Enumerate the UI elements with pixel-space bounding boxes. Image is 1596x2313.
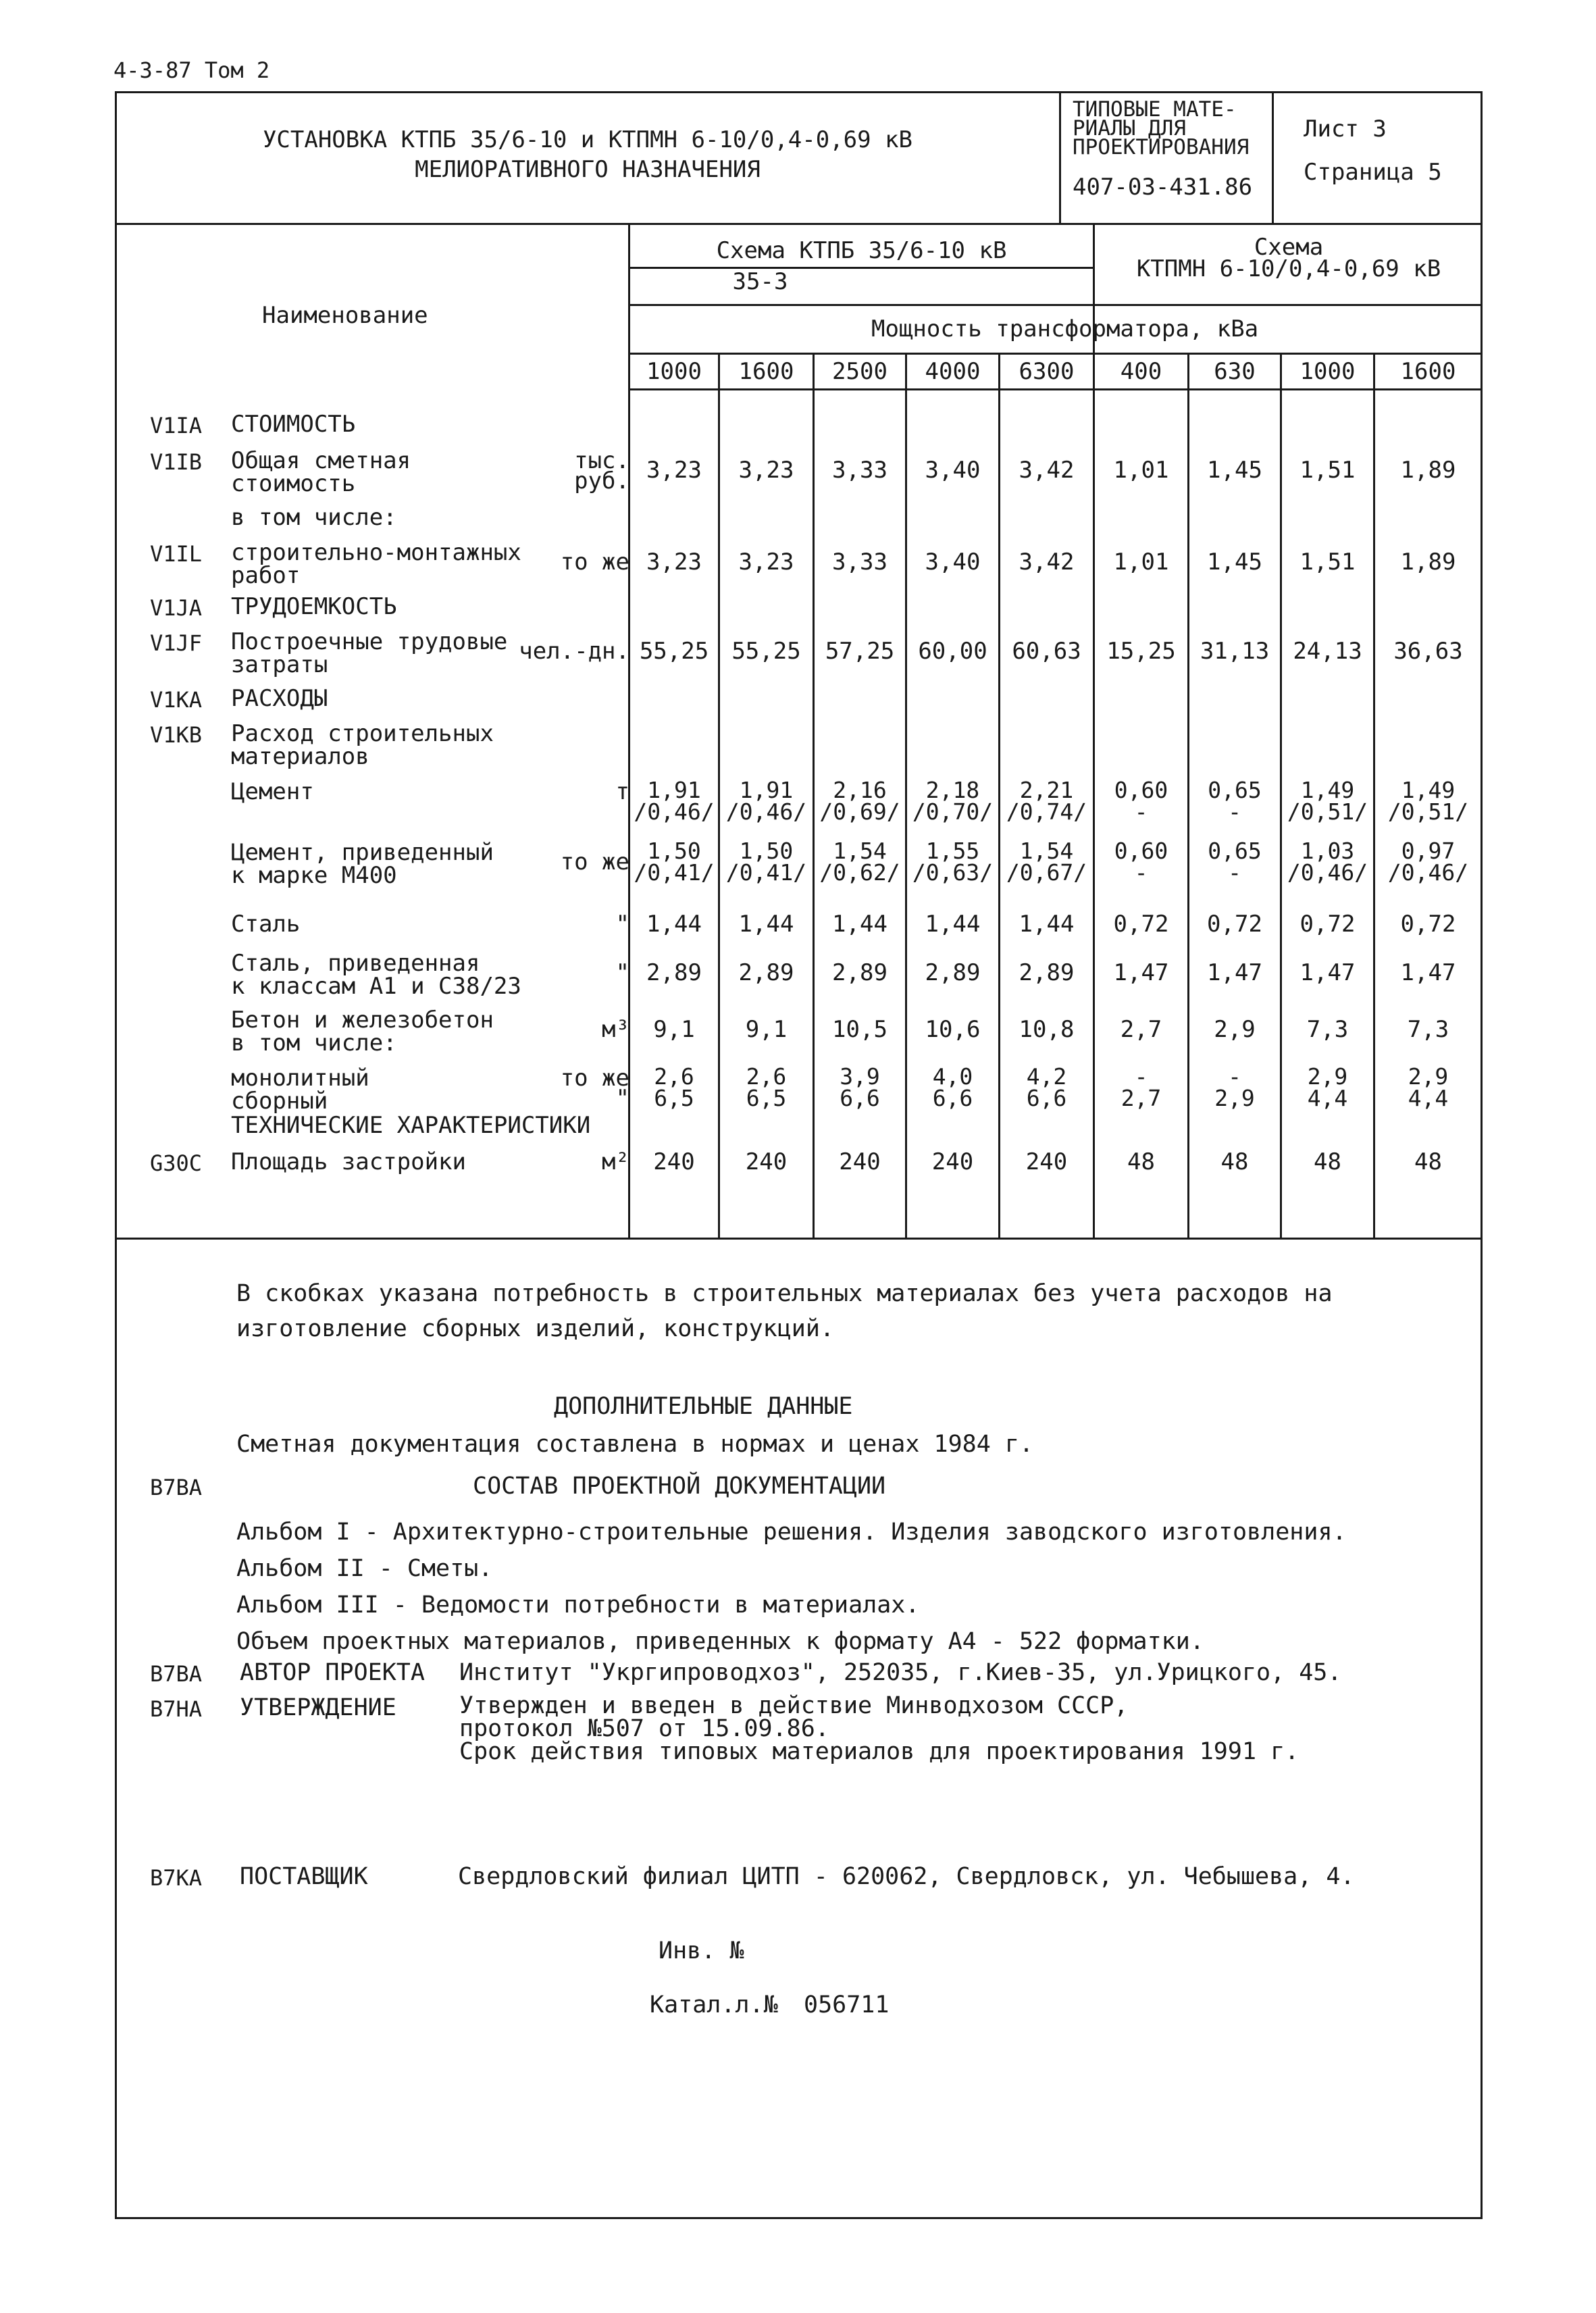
row-label: РАСХОДЫ <box>231 685 328 712</box>
row-value: 1,44 <box>1019 911 1075 938</box>
table-grid-h-header-end <box>628 388 1483 390</box>
row-value: 0,72 <box>1299 911 1356 938</box>
row-code: V1KA <box>150 687 203 713</box>
supplier-text: Свердловский филиал ЦИТП - 620062, Свердловск, ул. Чебышева, 4. <box>458 1863 1355 1890</box>
row-label: Построечные трудовые <box>231 628 508 655</box>
row-unit: тыс. <box>574 447 629 474</box>
row-value: 2,21 <box>1019 777 1074 803</box>
row-value: 0,97 <box>1401 838 1456 864</box>
composition-code: B7BA <box>150 1475 203 1500</box>
row-value-secondary: /0,46/ <box>634 798 715 825</box>
row-value: 1,45 <box>1207 457 1262 484</box>
row-value-secondary: /0,62/ <box>819 859 900 886</box>
page-title-line2: МЕЛИОРАТИВНОГО НАЗНАЧЕНИЯ <box>415 156 761 183</box>
row-value: 10,8 <box>1019 1016 1075 1043</box>
row-label: Сталь <box>231 911 301 938</box>
row-value: 0,65 <box>1208 777 1262 803</box>
catalog-number: 056711 <box>804 1991 890 2018</box>
row-value-secondary: 6,6 <box>840 1085 880 1111</box>
row-value: 240 <box>839 1148 881 1175</box>
row-code: V1JF <box>150 630 203 656</box>
row-value: 1,54 <box>1019 838 1074 864</box>
row-unit: " <box>615 911 629 938</box>
row-value: 1,50 <box>739 838 794 864</box>
row-value: 1,47 <box>1207 959 1262 986</box>
row-value-secondary: /0,63/ <box>912 859 994 886</box>
name-column-header: Наименование <box>262 302 428 329</box>
row-code: V1KB <box>150 722 203 748</box>
row-code: G30C <box>150 1150 203 1176</box>
row-value-secondary: - <box>1134 859 1148 886</box>
row-value: 1,51 <box>1299 457 1356 484</box>
row-value: 1,49 <box>1300 777 1355 803</box>
row-value: 1,47 <box>1299 959 1356 986</box>
row-value: 0,72 <box>1207 911 1262 938</box>
row-value-secondary: - <box>1134 798 1148 825</box>
row-value: 2,7 <box>1120 1016 1162 1043</box>
row-label: Площадь застройки <box>231 1148 466 1175</box>
row-value: 3,23 <box>738 549 794 576</box>
row-value: 1,49 <box>1401 777 1456 803</box>
approval-line2: протокол №507 от 15.09.86. <box>459 1715 829 1742</box>
row-value-secondary: 4,4 <box>1307 1085 1348 1111</box>
author-text: Институт "Укргипроводхоз", 252035, г.Киев-35, ул.Урицкого, 45. <box>459 1659 1342 1686</box>
volume-text: Объем проектных материалов, приведенных к формату А4 - 522 форматки. <box>236 1628 1204 1655</box>
row-value-secondary: 4,4 <box>1408 1085 1449 1111</box>
series-line1: ТИПОВЫЕ МАТЕ- <box>1073 97 1237 122</box>
row-value: 1,89 <box>1400 549 1456 576</box>
row-unit-line2: " <box>615 1085 629 1112</box>
row-value-secondary: /0,69/ <box>819 798 900 825</box>
row-value: 10,6 <box>925 1016 981 1043</box>
row-value-secondary: 6,6 <box>932 1085 973 1111</box>
power-header: Мощность трансформатора, кВа <box>871 315 1259 342</box>
row-value-secondary: /0,74/ <box>1006 798 1087 825</box>
row-value-secondary: /0,67/ <box>1006 859 1087 886</box>
row-value: 4,0 <box>932 1063 973 1090</box>
row-label: Бетон и железобетон <box>231 1007 494 1034</box>
row-value: 1,50 <box>647 838 701 864</box>
power-col-7: 630 <box>1214 358 1256 385</box>
row-value: 1,89 <box>1400 457 1456 484</box>
row-value-secondary: /0,51/ <box>1387 798 1469 825</box>
row-value: 7,3 <box>1407 1016 1449 1043</box>
row-value-secondary: /0,51/ <box>1287 798 1368 825</box>
supplier-code: B7KA <box>150 1865 203 1891</box>
scheme2-title-line2: КТПМН 6-10/0,4-0,69 кВ <box>1136 255 1441 282</box>
series-line3: ПРОЕКТИРОВАНИЯ <box>1073 135 1250 159</box>
power-col-8: 1000 <box>1299 358 1356 385</box>
row-value: 1,44 <box>925 911 981 938</box>
author-label: АВТОР ПРОЕКТА <box>240 1659 425 1686</box>
scheme1-title: Схема КТПБ 35/6-10 кВ <box>716 237 1007 264</box>
row-value-secondary: /0,46/ <box>725 798 807 825</box>
row-value-secondary: - <box>1228 798 1241 825</box>
row-unit: чел.-дн. <box>519 638 629 665</box>
title-block-divider-v2 <box>1272 91 1274 224</box>
sheet-number: Лист 3 <box>1304 116 1387 143</box>
row-label: СТОИМОСТЬ <box>231 411 356 438</box>
row-value: 2,16 <box>833 777 887 803</box>
row-code: V1IA <box>150 413 203 438</box>
row-value: 3,9 <box>840 1063 880 1090</box>
album-3: Альбом III - Ведомости потребности в материалах. <box>236 1592 920 1619</box>
row-value: 240 <box>931 1148 974 1175</box>
title-block-divider-v1 <box>1059 91 1061 224</box>
row-value: 3,33 <box>832 457 887 484</box>
row-label-line2: к классам А1 и С38/23 <box>231 973 521 1000</box>
series-code: 407-03-431.86 <box>1073 174 1253 201</box>
row-value: 2,6 <box>654 1063 694 1090</box>
table-grid-h-values <box>628 353 1483 355</box>
row-code: V1IL <box>150 541 203 567</box>
row-value: 2,89 <box>738 959 794 986</box>
row-unit: " <box>615 959 629 986</box>
row-value: 1,91 <box>647 777 701 803</box>
row-code: V1IB <box>150 449 203 475</box>
row-value: 2,6 <box>746 1063 787 1090</box>
row-value: 1,03 <box>1300 838 1355 864</box>
row-value: 2,89 <box>925 959 981 986</box>
footnote-line1: В скобках указана потребность в строительных материалах без учета расходов на <box>236 1280 1333 1307</box>
row-value-secondary: 6,5 <box>654 1085 694 1111</box>
power-col-5: 6300 <box>1019 358 1075 385</box>
series-line2: РИАЛЫ ДЛЯ <box>1073 116 1186 141</box>
scheme1-code: 35-3 <box>732 268 788 295</box>
row-label-line2: стоимость <box>231 470 356 497</box>
approval-label: УТВЕРЖДЕНИЕ <box>240 1694 396 1721</box>
row-label: монолитный <box>231 1065 369 1092</box>
row-value: 1,01 <box>1113 457 1169 484</box>
row-label-line2: затраты <box>231 651 328 678</box>
row-value: 1,44 <box>646 911 702 938</box>
row-value: 55,25 <box>731 638 801 665</box>
album-1: Альбом I - Архитектурно-строительные решения. Изделия заводского изготовления. <box>236 1519 1347 1546</box>
author-code: B7BA <box>150 1661 203 1687</box>
approval-code: B7HA <box>150 1696 203 1722</box>
row-value: 240 <box>653 1148 695 1175</box>
row-value: 57,25 <box>825 638 895 665</box>
row-value: 3,23 <box>738 457 794 484</box>
row-unit: то же <box>560 1065 629 1092</box>
row-label: Цемент <box>231 778 314 805</box>
row-value: 0,65 <box>1208 838 1262 864</box>
row-value-secondary: /0,41/ <box>634 859 715 886</box>
row-value: 7,3 <box>1306 1016 1349 1043</box>
row-value: 240 <box>1025 1148 1068 1175</box>
supplier-label: ПОСТАВЩИК <box>240 1863 368 1890</box>
row-unit: то же <box>560 848 629 875</box>
row-value: 24,13 <box>1293 638 1362 665</box>
row-value: 1,47 <box>1400 959 1456 986</box>
row-value: 3,23 <box>646 549 702 576</box>
row-value: 3,33 <box>832 549 887 576</box>
row-value: 2,9 <box>1214 1016 1256 1043</box>
row-value: 1,47 <box>1113 959 1169 986</box>
row-label: Сталь, приведенная <box>231 950 480 977</box>
row-unit: м³ <box>602 1016 629 1043</box>
row-value: 36,63 <box>1393 638 1463 665</box>
row-value: 2,9 <box>1307 1063 1348 1090</box>
row-value-secondary: 6,6 <box>1026 1085 1067 1111</box>
power-col-3: 2500 <box>832 358 887 385</box>
title-block-divider <box>115 223 1483 225</box>
row-label-line2: материалов <box>231 743 369 770</box>
row-label-line2: работ <box>231 562 301 589</box>
row-value: 2,18 <box>925 777 980 803</box>
row-value-secondary: /0,46/ <box>1287 859 1368 886</box>
row-value-secondary: - <box>1228 859 1241 886</box>
row-value-secondary: 6,5 <box>746 1085 787 1111</box>
row-label: строительно-монтажных <box>231 539 521 566</box>
row-value: 2,9 <box>1408 1063 1449 1090</box>
composition-title: СОСТАВ ПРОЕКТНОЙ ДОКУМЕНТАЦИИ <box>473 1473 886 1500</box>
row-label: Общая сметная <box>231 447 411 474</box>
row-value: 240 <box>745 1148 788 1175</box>
row-value: 3,42 <box>1019 549 1075 576</box>
row-value-secondary: 2,7 <box>1121 1085 1162 1111</box>
row-value: 48 <box>1127 1148 1155 1175</box>
row-unit: то же <box>560 549 629 576</box>
extra-data-title: ДОПОЛНИТЕЛЬНЫЕ ДАННЫЕ <box>554 1393 853 1420</box>
row-value-secondary: /0,70/ <box>912 798 994 825</box>
row-unit: м² <box>602 1148 629 1175</box>
row-value: 48 <box>1414 1148 1442 1175</box>
row-value: 1,55 <box>925 838 980 864</box>
album-2: Альбом II - Сметы. <box>236 1555 493 1582</box>
power-col-2: 1600 <box>738 358 794 385</box>
row-value: 0,72 <box>1113 911 1169 938</box>
power-col-1: 1000 <box>646 358 702 385</box>
row-value: 4,2 <box>1026 1063 1067 1090</box>
row-label: ТЕХНИЧЕСКИЕ ХАРАКТЕРИСТИКИ <box>231 1112 591 1139</box>
catalog-label: Катал.л.№ <box>650 1991 778 2018</box>
row-label: Цемент, приведенный <box>231 839 494 866</box>
power-col-6: 400 <box>1120 358 1162 385</box>
row-value: 1,45 <box>1207 549 1262 576</box>
row-label: в том числе: <box>231 504 397 531</box>
table-bottom-line <box>115 1238 1483 1240</box>
row-value: 15,25 <box>1106 638 1176 665</box>
page-title-line1: УСТАНОВКА КТПБ 35/6-10 и КТПМН 6-10/0,4-0,69 кВ <box>262 126 913 153</box>
row-value: 60,00 <box>918 638 987 665</box>
approval-line1: Утвержден и введен в действие Минводхозом СССР, <box>459 1692 1129 1719</box>
row-value: - <box>1228 1063 1241 1090</box>
row-value: 1,91 <box>739 777 794 803</box>
row-value: 3,23 <box>646 457 702 484</box>
power-col-4: 4000 <box>925 358 981 385</box>
approval-line3: Срок действия типовых материалов для проектирования 1991 г. <box>459 1738 1299 1765</box>
row-value: 10,5 <box>832 1016 887 1043</box>
power-col-9: 1600 <box>1400 358 1456 385</box>
row-value: 60,63 <box>1012 638 1081 665</box>
extra-data-text: Сметная документация составлена в нормах и ценах 1984 г. <box>236 1431 1034 1458</box>
row-value: 0,60 <box>1114 777 1168 803</box>
row-value: 0,72 <box>1400 911 1456 938</box>
row-value: 48 <box>1220 1148 1249 1175</box>
row-value: 0,60 <box>1114 838 1168 864</box>
row-value: 31,13 <box>1200 638 1270 665</box>
scheme2-title-line1: Схема <box>1254 234 1324 261</box>
row-value: 3,40 <box>925 549 981 576</box>
footnote-line2: изготовление сборных изделий, конструкций. <box>236 1315 835 1342</box>
row-value: 55,25 <box>639 638 709 665</box>
row-value: 3,40 <box>925 457 981 484</box>
row-value-secondary: /0,46/ <box>1387 859 1469 886</box>
row-value: 2,89 <box>832 959 887 986</box>
row-value: 3,42 <box>1019 457 1075 484</box>
row-value: 1,51 <box>1299 549 1356 576</box>
row-unit-line2: руб. <box>574 467 629 494</box>
row-unit: т <box>615 778 629 805</box>
row-label: Расход строительных <box>231 720 494 747</box>
row-value: 1,01 <box>1113 549 1169 576</box>
row-value: - <box>1134 1063 1148 1090</box>
row-label: ТРУДОЕМКОСТЬ <box>231 593 397 620</box>
document-reference: 4-3-87 Том 2 <box>113 57 270 83</box>
row-value: 2,89 <box>1019 959 1075 986</box>
row-code: V1JA <box>150 595 203 621</box>
row-value: 9,1 <box>653 1016 695 1043</box>
row-value: 1,44 <box>738 911 794 938</box>
row-value: 9,1 <box>745 1016 788 1043</box>
page-number: Страница 5 <box>1304 159 1442 186</box>
row-value: 48 <box>1314 1148 1341 1175</box>
table-grid-h-power <box>628 304 1483 306</box>
row-value-secondary: /0,41/ <box>725 859 807 886</box>
row-label-line2: к марке М400 <box>231 862 397 889</box>
row-value: 1,44 <box>832 911 887 938</box>
row-label-line2: сборный <box>231 1088 328 1115</box>
row-value-secondary: 2,9 <box>1214 1085 1255 1111</box>
inventory-number: Инв. № <box>659 1937 744 1964</box>
row-label-line2: в том числе: <box>231 1030 397 1057</box>
row-value: 1,54 <box>833 838 887 864</box>
row-value: 2,89 <box>646 959 702 986</box>
